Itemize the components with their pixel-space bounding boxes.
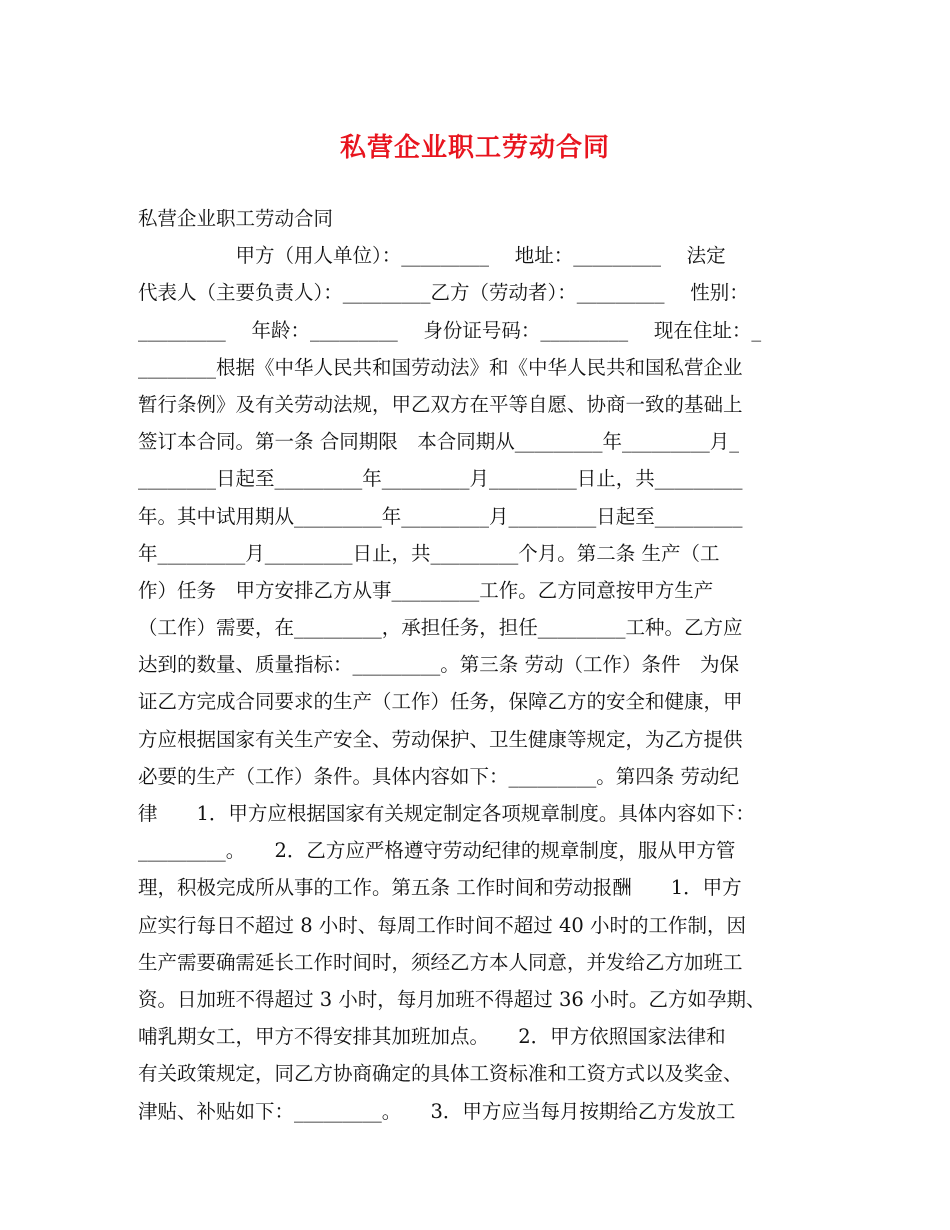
body-line: 签订本合同。第一条 合同期限 本合同期从_________年_________月_ — [138, 430, 739, 454]
body-line: 生产需要确需延长工作时间时，须经乙方本人同意，并发给乙方加班工 — [138, 950, 743, 974]
body-line: 代表人（主要负责人）：_________乙方（劳动者）：_________ 性别： — [138, 281, 749, 305]
body-line: 年。其中试用期从_________年_________月_________日起至_________ — [138, 504, 743, 528]
body-line: ________日起至_________年_________月_________日止，共_________ — [138, 467, 743, 491]
body-line: 达到的数量、质量指标：_________。第三条 劳动（工作）条件 为保 — [138, 653, 739, 677]
body-line: 资。日加班不得超过 3 小时，每月加班不得超过 36 小时。乙方如孕期、 — [138, 987, 766, 1011]
body-line: 作）任务 甲方安排乙方从事_________工作。乙方同意按甲方生产 — [138, 578, 714, 602]
body-line: 律 1．甲方应根据国家有关规定制定各项规章制度。具体内容如下： — [138, 802, 755, 825]
body-line: （工作）需要，在_________，承担任务，担任_________工种。乙方应 — [138, 616, 743, 640]
body-line: 哺乳期女工，甲方不得安排其加班加点。 2．甲方依照国家法律和 — [138, 1025, 726, 1049]
body-line: 理，积极完成所从事的工作。第五条 工作时间和劳动报酬 1．甲方 — [138, 876, 742, 900]
body-line: 津贴、补贴如下：_________。 3．甲方应当每月按期给乙方发放工 — [138, 1099, 736, 1123]
body-line: _________。 2．乙方应严格遵守劳动纪律的规章制度，服从甲方管 — [138, 839, 736, 863]
body-line: 应实行每日不超过 8 小时、每周工作时间不超过 40 小时的工作制，因 — [138, 913, 747, 937]
body-line: 有关政策规定，同乙方协商确定的具体工资标准和工资方式以及奖金、 — [138, 1062, 743, 1086]
body-line: _________ 年龄：_________ 身份证号码：_________ 现在住址：_ — [138, 318, 762, 342]
body-line: 年_________月_________日止，共_________个月。第二条 生产（工 — [138, 541, 720, 565]
body-line: 证乙方完成合同要求的生产（工作）任务，保障乙方的安全和健康，甲 — [138, 690, 743, 714]
body-line: ________根据《中华人民共和国劳动法》和《中华人民共和国私营企业 — [138, 355, 743, 379]
document-title: 私营企业职工劳动合同 — [339, 133, 610, 163]
body-line: 私营企业职工劳动合同 — [138, 207, 334, 230]
body-line: 暂行条例》及有关劳动法规，甲乙双方在平等自愿、协商一致的基础上 — [138, 392, 743, 416]
body-line: 方应根据国家有关生产安全、劳动保护、卫生健康等规定，为乙方提供 — [138, 727, 743, 751]
document-body — [138, 200, 818, 1130]
body-line: 甲方（用人单位）：_________ 地址：_________ 法定 — [138, 244, 726, 268]
body-line: 必要的生产（工作）条件。具体内容如下：_________。第四条 劳动纪 — [138, 764, 739, 788]
